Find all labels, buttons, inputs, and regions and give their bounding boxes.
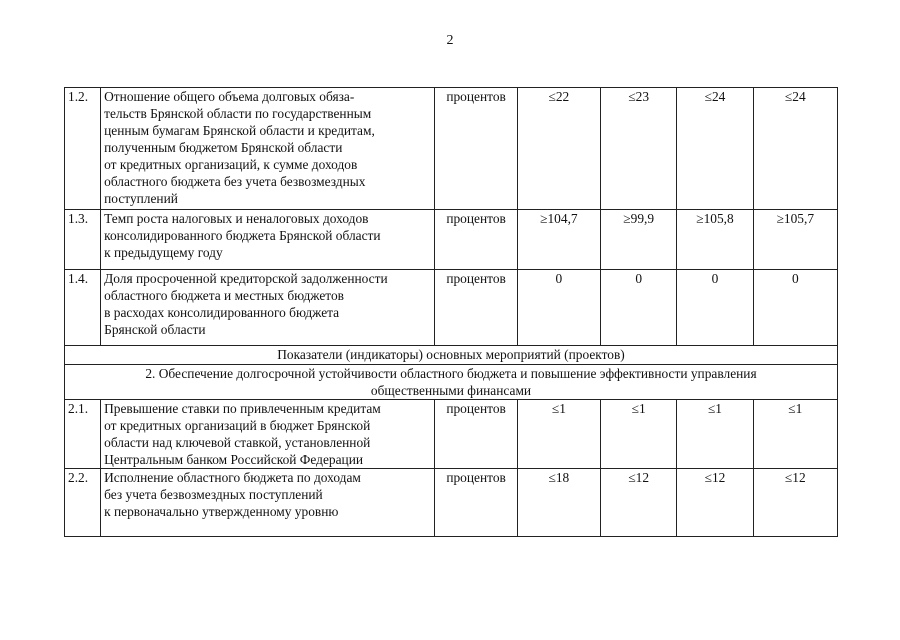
value-cell: 0 <box>601 270 677 346</box>
value-cell: ≤1 <box>601 400 677 469</box>
row-number: 1.3. <box>65 210 101 270</box>
value-cell: ≥105,8 <box>677 210 753 270</box>
value-cell: ≤1 <box>677 400 753 469</box>
section-header-row <box>65 346 838 365</box>
section-2-title: 2. Обеспечение долгосрочной устойчивости областного бюджета и повышение эффективности управления общественными финансами <box>65 365 838 400</box>
row-number: 2.1. <box>65 400 101 469</box>
value-cell: ≤22 <box>517 88 600 210</box>
value-cell: ≤24 <box>753 88 837 210</box>
unit-cell: процентов <box>435 270 517 346</box>
row-number: 1.4. <box>65 270 101 346</box>
indicators-header: Показатели (индикаторы) основных мероприятий (проектов) <box>65 346 838 365</box>
unit-cell: процентов <box>435 469 517 537</box>
value-cell: ≤12 <box>753 469 837 537</box>
value-cell: 0 <box>677 270 753 346</box>
value-cell: ≤24 <box>677 88 753 210</box>
unit-cell: процентов <box>435 210 517 270</box>
table-row <box>65 400 838 469</box>
value-cell: 0 <box>517 270 600 346</box>
value-cell: ≥105,7 <box>753 210 837 270</box>
unit-cell: процентов <box>435 400 517 469</box>
row-number: 1.2. <box>65 88 101 210</box>
table-row <box>65 210 838 270</box>
indicator-name: Отношение общего объема долговых обяза- тельств Брянской области по государственным ценным бумагам Брянской области и кредитам, полученным бюджетом Брянской области от кредитных организаций, к сумме доходов областного бюджета без учета безвозмездных поступлений <box>101 88 435 210</box>
value-cell: ≤12 <box>677 469 753 537</box>
indicator-name: Превышение ставки по привлеченным кредитам от кредитных организаций в бюджет Брянской области над ключевой ставкой, установленной Центральным банком Российской Федерации <box>101 400 435 469</box>
value-cell: ≥104,7 <box>517 210 600 270</box>
page-number: 2 <box>446 33 454 48</box>
value-cell: ≤1 <box>753 400 837 469</box>
table-row <box>65 270 838 346</box>
value-cell: ≤1 <box>517 400 600 469</box>
indicators-table <box>64 87 838 537</box>
section-header-row <box>65 365 838 400</box>
table-row <box>65 469 838 537</box>
value-cell: 0 <box>753 270 837 346</box>
value-cell: ≤18 <box>517 469 600 537</box>
value-cell: ≤23 <box>601 88 677 210</box>
value-cell: ≥99,9 <box>601 210 677 270</box>
value-cell: ≤12 <box>601 469 677 537</box>
row-number: 2.2. <box>65 469 101 537</box>
indicator-name: Исполнение областного бюджета по доходам без учета безвозмездных поступлений к первоначально утвержденному уровню <box>101 469 435 537</box>
indicator-name: Доля просроченной кредиторской задолженности областного бюджета и местных бюджетов в расходах консолидированного бюджета Брянской области <box>101 270 435 346</box>
table-row <box>65 88 838 210</box>
indicator-name: Темп роста налоговых и неналоговых доходов консолидированного бюджета Брянской области к предыдущему году <box>101 210 435 270</box>
unit-cell: процентов <box>435 88 517 210</box>
